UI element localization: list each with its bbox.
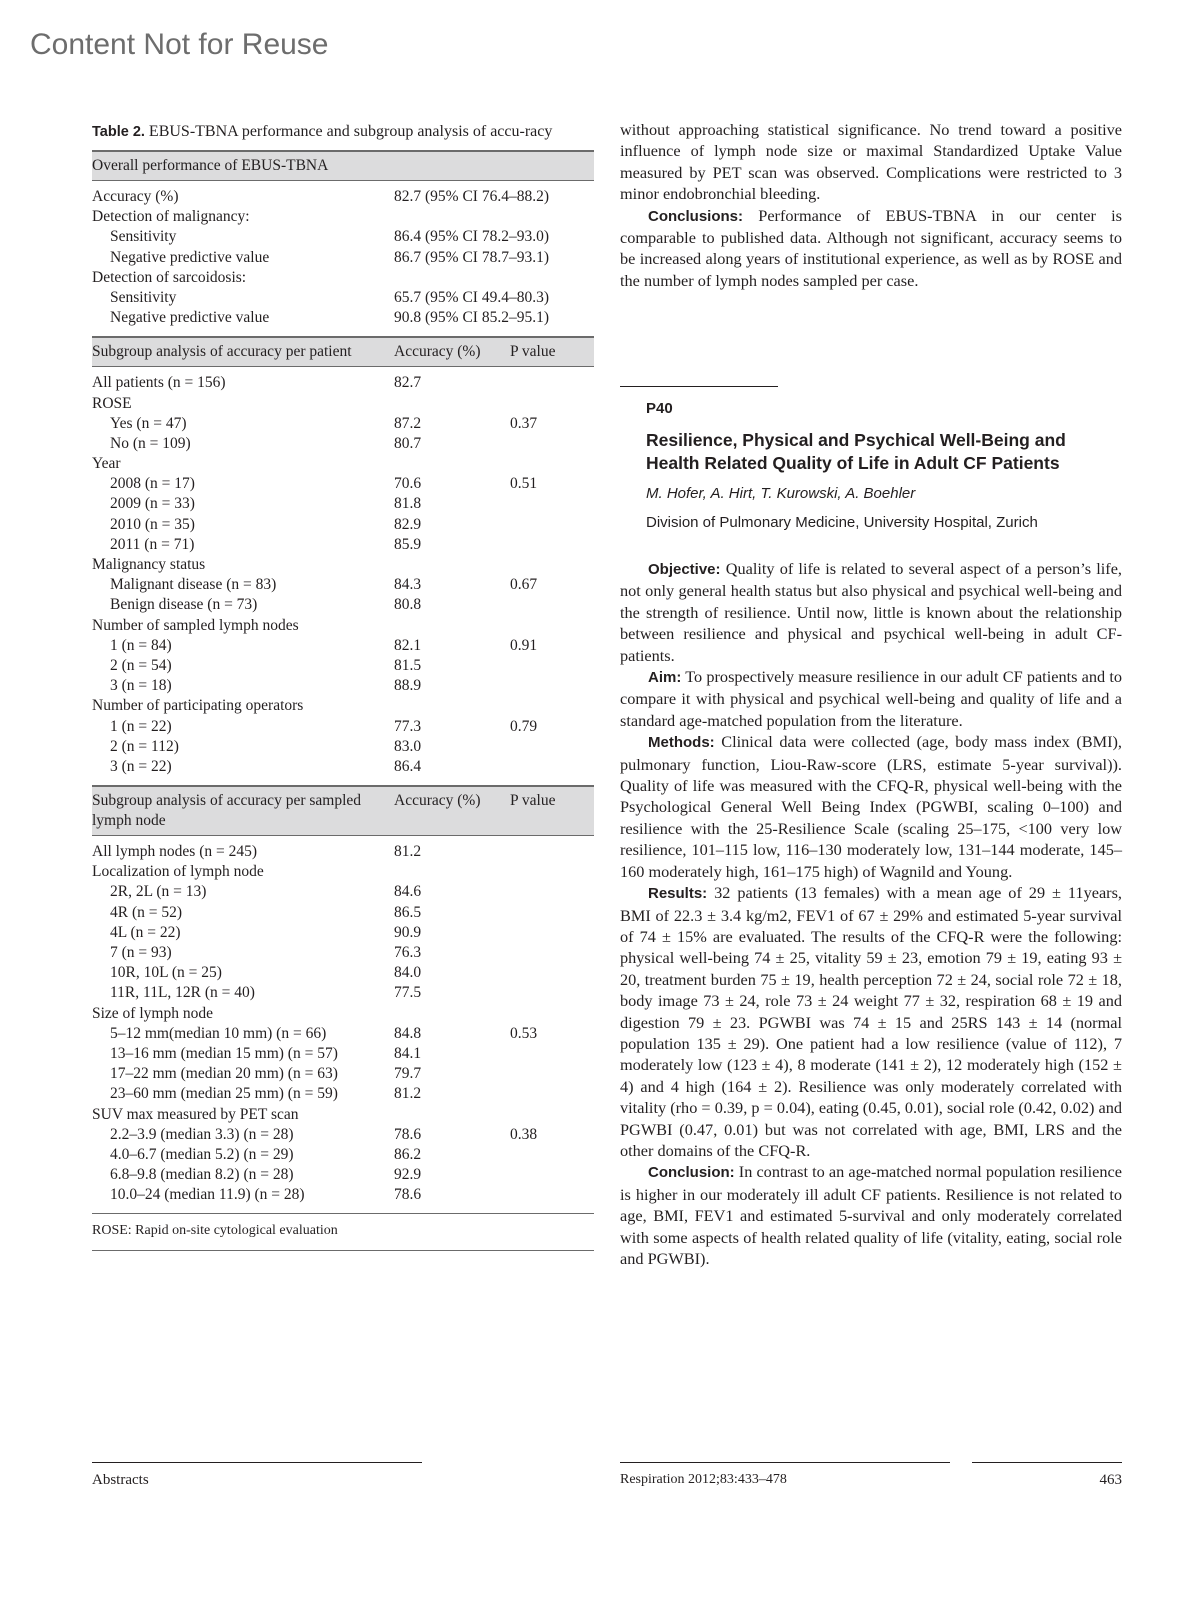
paragraph-label: Results: bbox=[648, 885, 708, 903]
accuracy-value: 84.3 bbox=[394, 576, 422, 594]
accuracy-value: 65.7 (95% CI 49.4–80.3) bbox=[394, 288, 549, 306]
row-label: Detection of sarcoidosis: bbox=[92, 268, 247, 286]
table-row bbox=[92, 575, 594, 595]
table-header-cell: P value bbox=[510, 792, 556, 810]
row-label: 13–16 mm (median 15 mm) (n = 57) bbox=[110, 1044, 338, 1062]
accuracy-value: 80.8 bbox=[394, 596, 422, 614]
row-label: 4R (n = 52) bbox=[110, 903, 183, 921]
p-value bbox=[510, 737, 570, 757]
accuracy-value: 86.7 (95% CI 78.7–93.1) bbox=[394, 248, 549, 266]
accuracy-value: 86.4 (95% CI 78.2–93.0) bbox=[394, 228, 549, 246]
table-row bbox=[92, 757, 594, 777]
p-value bbox=[510, 207, 570, 227]
p-value bbox=[510, 373, 570, 393]
accuracy-value: 84.1 bbox=[394, 1044, 422, 1062]
row-label: Sensitivity bbox=[110, 288, 177, 306]
row-label: 2009 (n = 33) bbox=[110, 495, 195, 513]
row-label: All lymph nodes (n = 245) bbox=[92, 843, 258, 861]
table-row bbox=[92, 373, 594, 393]
table-row bbox=[92, 1064, 594, 1084]
paragraph-label: Methods: bbox=[648, 734, 715, 752]
accuracy-value bbox=[394, 268, 510, 288]
accuracy-value: 84.8 bbox=[394, 1024, 422, 1042]
accuracy-value: 92.9 bbox=[394, 1166, 422, 1184]
abstract-header bbox=[646, 399, 1122, 533]
table-footnote: ROSE: Rapid on-site cytological evaluation bbox=[92, 1213, 594, 1251]
accuracy-value: 81.5 bbox=[394, 656, 422, 674]
row-label: 23–60 mm (median 25 mm) (n = 59) bbox=[110, 1085, 338, 1103]
p-value bbox=[510, 227, 570, 247]
table-row bbox=[92, 288, 594, 308]
table-row bbox=[92, 636, 594, 656]
row-label: Accuracy (%) bbox=[92, 188, 179, 205]
p-value: 0.67 bbox=[510, 576, 538, 594]
table-caption bbox=[92, 122, 594, 142]
p-value bbox=[510, 656, 570, 676]
table-row bbox=[92, 248, 594, 268]
p-value bbox=[510, 923, 570, 943]
row-label: 11R, 11L, 12R (n = 40) bbox=[110, 984, 255, 1002]
p-value bbox=[510, 248, 570, 268]
previous-abstract-conclusions bbox=[620, 205, 1122, 292]
accuracy-value: 84.0 bbox=[394, 964, 422, 982]
footer-rule-middle bbox=[620, 1462, 950, 1463]
row-label: 1 (n = 22) bbox=[110, 717, 172, 735]
accuracy-value: 81.8 bbox=[394, 495, 422, 513]
table-row bbox=[92, 616, 594, 636]
paragraph-text: To prospectively measure resilience in our adult CF patients and to compare it with physical and psychical well-being and quality of life and a standard age-matched population from the literature. bbox=[620, 667, 1122, 730]
accuracy-value bbox=[394, 454, 510, 474]
abstract-id: P40 bbox=[646, 400, 673, 417]
row-label: Sensitivity bbox=[110, 228, 177, 246]
accuracy-value bbox=[394, 207, 510, 227]
row-label: 6.8–9.8 (median 8.2) (n = 28) bbox=[110, 1166, 294, 1184]
p-value: 0.51 bbox=[510, 475, 538, 493]
accuracy-value: 88.9 bbox=[394, 677, 422, 695]
accuracy-value: 82.7 bbox=[394, 374, 422, 392]
accuracy-value: 79.7 bbox=[394, 1065, 422, 1083]
accuracy-value bbox=[394, 862, 510, 882]
row-label: Benign disease (n = 73) bbox=[110, 596, 258, 614]
abstract-paragraph bbox=[620, 666, 1122, 731]
row-label: Detection of malignancy: bbox=[92, 208, 250, 226]
accuracy-value: 90.8 (95% CI 85.2–95.1) bbox=[394, 309, 549, 327]
p-value bbox=[510, 943, 570, 963]
abstract-paragraph bbox=[620, 731, 1122, 882]
table-row bbox=[92, 1125, 594, 1145]
table-header-cell: Subgroup analysis of accuracy per sampled lymph node bbox=[92, 792, 362, 830]
table-row bbox=[92, 656, 594, 676]
footer-section: Abstracts bbox=[92, 1472, 149, 1488]
table-header-cell: Accuracy (%) bbox=[394, 792, 481, 810]
paragraph-text: In contrast to an age-matched normal population resilience is higher in our moderately ill adult CF patients. Resilience is not related to age, BMI, FEV1 and estimated 5-survival and only moderately correlated with some aspects of health related quality of life (vitality, eating, social role and PGWBI). bbox=[620, 1162, 1122, 1268]
accuracy-value bbox=[394, 555, 510, 575]
table-row bbox=[92, 414, 594, 434]
row-label: Number of sampled lymph nodes bbox=[92, 616, 299, 634]
p-value bbox=[510, 676, 570, 696]
footer-rule-right bbox=[972, 1462, 1122, 1463]
p-value bbox=[510, 862, 570, 882]
row-label: 2011 (n = 71) bbox=[110, 535, 195, 553]
table-row bbox=[92, 515, 594, 535]
footer-rule-left bbox=[92, 1462, 422, 1463]
watermark-text: Content Not for Reuse bbox=[30, 28, 329, 61]
p-value: 0.37 bbox=[510, 414, 538, 432]
accuracy-value bbox=[394, 1004, 510, 1024]
accuracy-value bbox=[394, 616, 510, 636]
abstract-paragraph bbox=[620, 1161, 1122, 1269]
row-label: 2008 (n = 17) bbox=[110, 475, 195, 493]
paragraph-text: Clinical data were collected (age, body mass index (BMI), pulmonary function, Liou-Raw-score (LRS, estimate 5-year survival)). Quality of life was measured with the CFQ-R, physical well-being with the Psychological General Well Being Index (PGWBI, scaling 0–100) and resilience with the 25-Resilience Scale (scaling 25–175, <100 very low resilience, 101–115 low, 116–130 moderately low, 131–144 moderate, 145–160 moderately high, 161–175 high) of Wagnild and Young. bbox=[620, 732, 1122, 881]
table-row bbox=[92, 1165, 594, 1185]
row-label: 4L (n = 22) bbox=[110, 923, 181, 941]
table-row bbox=[92, 696, 594, 716]
row-label: Year bbox=[92, 455, 121, 473]
table-row bbox=[92, 1105, 594, 1125]
accuracy-value bbox=[394, 696, 510, 716]
accuracy-value: 80.7 bbox=[394, 434, 422, 452]
row-label: Malignancy status bbox=[92, 556, 206, 573]
accuracy-value bbox=[394, 1105, 510, 1125]
accuracy-value: 76.3 bbox=[394, 944, 422, 961]
p-value bbox=[510, 515, 570, 535]
accuracy-value: 82.1 bbox=[394, 636, 422, 654]
accuracy-value: 87.2 bbox=[394, 414, 422, 432]
accuracy-value: 77.5 bbox=[394, 984, 422, 1002]
table-row bbox=[92, 1145, 594, 1165]
table-row bbox=[92, 207, 594, 227]
row-label: 10.0–24 (median 11.9) (n = 28) bbox=[110, 1186, 305, 1204]
table-row bbox=[92, 1185, 594, 1205]
table-row bbox=[92, 717, 594, 737]
row-label: SUV max measured by PET scan bbox=[92, 1105, 299, 1123]
table-row bbox=[92, 862, 594, 882]
abstract-affiliation: Division of Pulmonary Medicine, University Hospital, Zurich bbox=[646, 514, 1038, 531]
row-label: 2 (n = 112) bbox=[110, 737, 179, 755]
row-label: 3 (n = 18) bbox=[110, 677, 172, 695]
p-value bbox=[510, 1165, 570, 1185]
table-row bbox=[92, 1004, 594, 1024]
p-value bbox=[510, 903, 570, 923]
accuracy-value: 78.6 bbox=[394, 1125, 422, 1143]
p-value bbox=[510, 882, 570, 902]
paragraph-label: Conclusion: bbox=[648, 1164, 735, 1182]
footer-journal: Respiration 2012;83:433–478 bbox=[620, 1472, 787, 1487]
paragraph-label: Objective: bbox=[648, 561, 721, 578]
row-label: 10R, 10L (n = 25) bbox=[110, 964, 222, 982]
table-row bbox=[92, 454, 594, 474]
table-row bbox=[92, 595, 594, 615]
table-row bbox=[92, 474, 594, 494]
p-value: 0.53 bbox=[510, 1024, 538, 1042]
p-value: 0.38 bbox=[510, 1125, 538, 1143]
table-header-cell: Accuracy (%) bbox=[394, 343, 481, 361]
p-value bbox=[510, 1084, 570, 1104]
table-row bbox=[92, 983, 594, 1003]
p-value: 0.91 bbox=[510, 636, 538, 654]
accuracy-value: 77.3 bbox=[394, 717, 422, 735]
row-label: Malignant disease (n = 83) bbox=[110, 576, 277, 594]
table-section-rows bbox=[92, 836, 594, 1213]
table-row bbox=[92, 1084, 594, 1104]
row-label: Negative predictive value bbox=[110, 248, 270, 266]
p-value bbox=[510, 494, 570, 514]
row-label: Number of participating operators bbox=[92, 697, 304, 715]
p-value bbox=[510, 535, 570, 555]
table-2 bbox=[92, 122, 594, 1251]
p-value bbox=[510, 288, 570, 308]
p-value bbox=[510, 757, 570, 777]
accuracy-value: 84.6 bbox=[394, 883, 422, 901]
accuracy-value: 85.9 bbox=[394, 535, 422, 553]
table-section-header bbox=[92, 785, 594, 836]
table-label: Table 2. bbox=[92, 124, 145, 140]
accuracy-value: 90.9 bbox=[394, 923, 422, 941]
p-value bbox=[510, 308, 570, 328]
table-section-rows bbox=[92, 367, 594, 785]
accuracy-value: 82.7 (95% CI 76.4–88.2) bbox=[394, 188, 549, 205]
table-row bbox=[92, 394, 594, 414]
p-value bbox=[510, 1064, 570, 1084]
table-header-cell: Overall performance of EBUS-TBNA bbox=[92, 157, 329, 174]
table-section-rows bbox=[92, 181, 594, 336]
p-value bbox=[510, 454, 570, 474]
p-value: 0.79 bbox=[510, 717, 538, 735]
p-value bbox=[510, 434, 570, 454]
row-label: Size of lymph node bbox=[92, 1004, 213, 1022]
row-label: 5–12 mm(median 10 mm) (n = 66) bbox=[110, 1024, 327, 1042]
p-value bbox=[510, 555, 570, 575]
table-body bbox=[92, 150, 594, 1213]
row-label: No (n = 109) bbox=[110, 434, 191, 452]
table-row bbox=[92, 535, 594, 555]
p-value bbox=[510, 394, 570, 414]
table-row bbox=[92, 923, 594, 943]
table-row bbox=[92, 842, 594, 862]
p-value bbox=[510, 1004, 570, 1024]
abstract-paragraph bbox=[620, 558, 1122, 666]
table-row bbox=[92, 187, 594, 207]
paragraph-label: Aim: bbox=[648, 669, 682, 687]
table-row bbox=[92, 882, 594, 902]
row-label: Localization of lymph node bbox=[92, 863, 264, 881]
conclusions-label: Conclusions: bbox=[648, 207, 744, 225]
table-row bbox=[92, 737, 594, 757]
accuracy-value: 83.0 bbox=[394, 737, 422, 755]
table-row bbox=[92, 227, 594, 247]
accuracy-value: 81.2 bbox=[394, 1085, 422, 1103]
row-label: 1 (n = 84) bbox=[110, 636, 172, 654]
abstract-separator bbox=[620, 386, 778, 387]
accuracy-value: 86.2 bbox=[394, 1145, 422, 1163]
p-value bbox=[510, 595, 570, 615]
previous-abstract-tail: without approaching statistical significance. No trend toward a positive influence of lymph node size or maximal Standardized Uptake Value measured by PET scan was observed. Complications were restricted to 3 minor endobronchial bleeding. bbox=[620, 120, 1122, 204]
table-row bbox=[92, 268, 594, 288]
previous-abstract bbox=[620, 119, 1122, 291]
accuracy-value bbox=[394, 394, 510, 414]
table-row bbox=[92, 494, 594, 514]
paragraph-text: 32 patients (13 females) with a mean age of 29 ± 11years, BMI of 22.3 ± 3.4 kg/m2, FEV1 of 67 ± 29% and estimated 5-year survival of 74 ± 15% are evaluated. The results of the CFQ-R were the following: physical well-being 74 ± 25, vitality 59 ± 23, emotion 79 ± 19, eating 93 ± 20, treatment burden 75 ± 19, health perception 72 ± 24, social role 72 ± 18, body image 73 ± 24, role 73 ± 24 weight 77 ± 32, respiration 68 ± 19 and digestion 79 ± 23. PGWBI was 74 ± 15 and 25RS 143 ± 14 (normal population 135 ± 29). One patient had a low resilience (value of 112), 7 moderately low (123 ± 4), 8 moderate (141 ± 2), 12 moderately high (152 ± 4) and 4 high (164 ± 2). Resilience was only moderately correlated with vitality (rho = 0.39, p = 0.04), eating (0.45, 0.01), social role (0.42, 0.02) and PGWBI (0.47, 0.01) but was not correlated with age, BMI, LRS and the other domains of the CFQ-R. bbox=[620, 883, 1122, 1160]
table-row bbox=[92, 963, 594, 983]
abstract-paragraph bbox=[620, 882, 1122, 1161]
table-row bbox=[92, 943, 594, 963]
paragraph-text: Quality of life is related to several aspect of a person’s life, not only general health status but also physical and psychical well-being and the strength of resilience. Until now, little is known about the relationship between resilience and physical and psychical well-being in adult CF-patients. bbox=[620, 559, 1122, 665]
table-section-header bbox=[92, 150, 594, 181]
table-row bbox=[92, 555, 594, 575]
accuracy-value: 82.9 bbox=[394, 515, 422, 533]
p-value bbox=[510, 1044, 570, 1064]
footer-page-number: 463 bbox=[1099, 1472, 1122, 1488]
p-value bbox=[510, 1185, 570, 1205]
p-value bbox=[510, 268, 570, 288]
p-value bbox=[510, 983, 570, 1003]
row-label: 2R, 2L (n = 13) bbox=[110, 883, 207, 901]
p-value bbox=[510, 963, 570, 983]
row-label: 3 (n = 22) bbox=[110, 757, 172, 775]
p-value bbox=[510, 187, 570, 207]
p-value bbox=[510, 842, 570, 862]
row-label: All patients (n = 156) bbox=[92, 374, 226, 392]
abstract-title: Resilience, Physical and Psychical Well-Being and Health Related Quality of Life in Adult CF Patients bbox=[646, 430, 1066, 473]
abstract-body bbox=[620, 558, 1122, 1269]
row-label: Yes (n = 47) bbox=[110, 414, 187, 432]
table-row bbox=[92, 434, 594, 454]
row-label: 7 (n = 93) bbox=[110, 944, 172, 961]
accuracy-value: 86.5 bbox=[394, 903, 422, 921]
accuracy-value: 78.6 bbox=[394, 1186, 422, 1204]
row-label: 2 (n = 54) bbox=[110, 656, 172, 674]
accuracy-value: 81.2 bbox=[394, 843, 422, 861]
table-row bbox=[92, 903, 594, 923]
p-value bbox=[510, 1105, 570, 1125]
table-row bbox=[92, 1044, 594, 1064]
table-caption-text: EBUS-TBNA performance and subgroup analysis of accu-racy bbox=[148, 123, 553, 140]
table-row bbox=[92, 676, 594, 696]
accuracy-value: 86.4 bbox=[394, 757, 422, 775]
conclusions-text: Performance of EBUS-TBNA in our center is comparable to published data. Although not significant, accuracy seems to be increased along years of institutional experience, as well as by ROSE and the number of lymph nodes sampled per case. bbox=[620, 205, 1122, 290]
row-label: 17–22 mm (median 20 mm) (n = 63) bbox=[110, 1065, 338, 1083]
table-row bbox=[92, 308, 594, 328]
row-label: 2.2–3.9 (median 3.3) (n = 28) bbox=[110, 1125, 294, 1143]
table-header-cell: Subgroup analysis of accuracy per patient bbox=[92, 343, 352, 361]
row-label: 4.0–6.7 (median 5.2) (n = 29) bbox=[110, 1145, 294, 1163]
p-value bbox=[510, 1145, 570, 1165]
abstract-authors: M. Hofer, A. Hirt, T. Kurowski, A. Boehler bbox=[646, 485, 916, 502]
row-label: 2010 (n = 35) bbox=[110, 515, 195, 533]
p-value bbox=[510, 616, 570, 636]
table-section-header bbox=[92, 336, 594, 367]
table-header-cell: P value bbox=[510, 343, 556, 361]
accuracy-value: 70.6 bbox=[394, 475, 422, 493]
table-header-cell bbox=[394, 156, 510, 176]
row-label: ROSE bbox=[92, 394, 132, 412]
table-row bbox=[92, 1024, 594, 1044]
row-label: Negative predictive value bbox=[110, 309, 270, 327]
p-value bbox=[510, 696, 570, 716]
